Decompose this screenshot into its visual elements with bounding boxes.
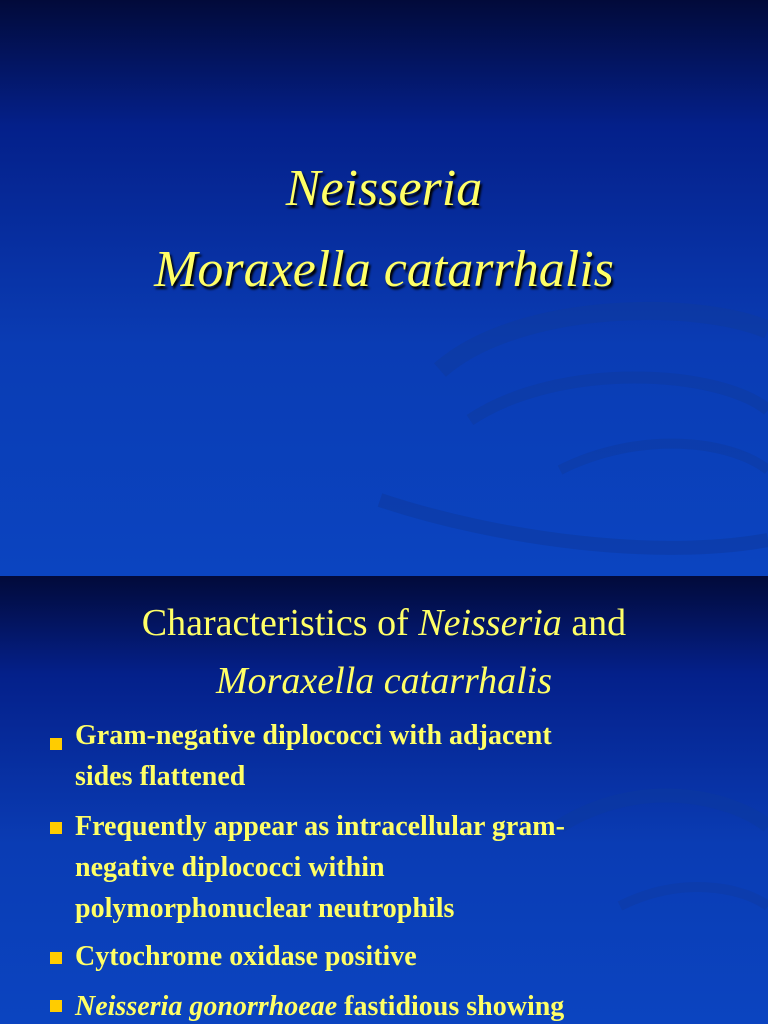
heading-italic-line-2: Moraxella catarrhalis [215,660,552,702]
bullet-line: Frequently appear as intracellular gram- [75,811,565,842]
bullet-line [75,986,755,1024]
square-bullet-icon [50,952,62,964]
bullet-rest-text: fastidious showing [337,991,565,1022]
bullet-text [75,936,755,977]
slide-title-line-2: Moraxella catarrhalis [154,241,614,298]
bullet-text [75,715,755,797]
slide-heading-line-1 [0,604,768,642]
bullet-line: sides flattened [75,761,246,792]
bullet-italic-text: Neisseria gonorrhoeae [75,991,338,1022]
heading-prefix: Characteristics of [141,602,419,644]
bullet-line: polymorphonuclear neutrophils [75,893,455,924]
bullet-line: negative diplococci within [75,852,385,883]
square-bullet-icon [50,1000,62,1012]
bullet-line: Cytochrome oxidase positive [75,941,417,972]
bullet-text [75,986,755,1024]
slide-characteristics [0,576,768,1024]
square-bullet-icon [50,738,62,750]
heading-italic: Neisseria [418,602,562,644]
slide-heading-line-2 [0,662,768,700]
bullet-text [75,806,755,929]
square-bullet-icon [50,822,62,834]
slide-title-line-1: Neisseria [285,160,483,217]
heading-suffix: and [561,602,627,644]
bullet-line: Gram-negative diplococci with adjacent [75,720,552,751]
